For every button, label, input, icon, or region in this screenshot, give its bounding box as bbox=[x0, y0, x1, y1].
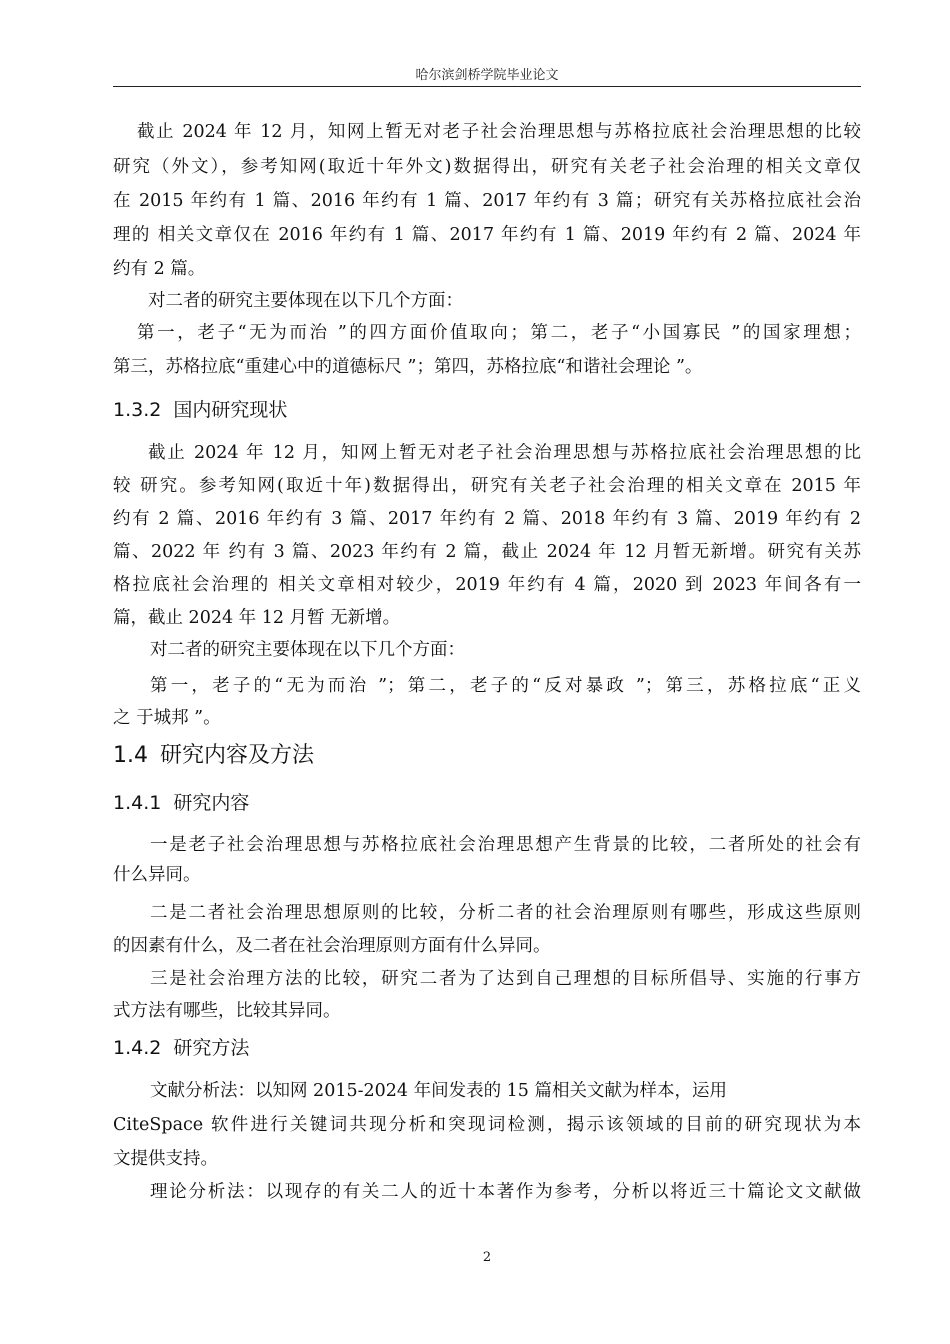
paragraph-line: CiteSpace 软件进行关键词共现分析和突现词检测，揭示该领域的目前的研究现状为本 bbox=[113, 1115, 861, 1135]
paragraph-line: 对二者的研究主要体现在以下几个方面： bbox=[148, 291, 463, 311]
paragraph-line: 理论分析法：以现存的有关二人的近十本著作为参考，分析以将近三十篇论文文献做 bbox=[150, 1182, 861, 1202]
paragraph-line: 一是老子社会治理思想与苏格拉底社会治理思想产生背景的比较，二者所处的社会有 bbox=[150, 835, 861, 855]
paragraph-line: 截止 2024 年 12 月，知网上暂无对老子社会治理思想与苏格拉底社会治理思想的比 bbox=[148, 443, 861, 463]
paragraph-line: 三是社会治理方法的比较，研究二者为了达到自己理想的目标所倡导、实施的行事方 bbox=[150, 969, 861, 989]
paragraph-line: 二是二者社会治理思想原则的比较，分析二者的社会治理原则有哪些，形成这些原则 bbox=[150, 903, 861, 923]
paragraph-line: 格拉底社会治理的 相关文章相对较少，2019 年约有 4 篇，2020 到 2023 年间各有一 bbox=[113, 575, 861, 595]
paragraph-line: 文献分析法：以知网 2015-2024 年间发表的 15 篇相关文献为样本，运用 bbox=[150, 1081, 728, 1101]
paragraph-line: 之 于城邦 ”。 bbox=[113, 708, 221, 728]
section-title: 国内研究现状 bbox=[173, 399, 288, 421]
header-divider bbox=[113, 86, 861, 87]
paragraph-line: 较 研究。参考知网(取近十年)数据得出，研究有关老子社会治理的相关文章在 2015 年 bbox=[113, 476, 861, 496]
paragraph-line: 文提供支持。 bbox=[113, 1149, 218, 1169]
section-heading-1-3-2 bbox=[113, 398, 287, 422]
paragraph-line: 的因素有什么，及二者在社会治理原则方面有什么异同。 bbox=[113, 936, 551, 956]
paragraph-line: 第三，苏格拉底“重建心中的道德标尺 ”；第四，苏格拉底“和谐社会理论 ”。 bbox=[113, 357, 703, 377]
paragraph-line: 什么异同。 bbox=[113, 865, 201, 885]
section-number: 1.4.1 bbox=[113, 792, 162, 814]
paragraph-line: 研究（外文），参考知网(取近十年外文)数据得出，研究有关老子社会治理的相关文章仅 bbox=[113, 157, 861, 177]
paragraph-line: 第一，老子“无为而治 ”的四方面价值取向；第二，老子“小国寡民 ”的国家理想； bbox=[137, 323, 861, 343]
section-number: 1.4.2 bbox=[113, 1037, 162, 1059]
section-title: 研究内容及方法 bbox=[160, 743, 315, 768]
section-title: 研究内容 bbox=[173, 792, 250, 814]
paragraph-line: 篇，截止 2024 年 12 月暂 无新增。 bbox=[113, 608, 401, 628]
paragraph-line: 理的 相关文章仅在 2016 年约有 1 篇、2017 年约有 1 篇、2019 年约有 2 篇、2024 年 bbox=[113, 225, 861, 245]
paragraph-line: 篇、2022 年 约有 3 篇、2023 年约有 2 篇，截止 2024 年 12 月暂无新增。研究有关苏 bbox=[113, 542, 861, 562]
paragraph-line: 对二者的研究主要体现在以下几个方面： bbox=[150, 640, 465, 660]
paragraph-line: 第一，老子的“无为而治 ”；第二，老子的“反对暴政 ”；第三，苏格拉底“正义 bbox=[150, 676, 861, 696]
section-number: 1.4 bbox=[113, 743, 148, 768]
paragraph-line: 约有 2 篇、2016 年约有 3 篇、2017 年约有 2 篇、2018 年约有 3 篇、2019 年约有 2 bbox=[113, 509, 861, 529]
section-heading-1-4-2 bbox=[113, 1036, 249, 1060]
paragraph-line: 截止 2024 年 12 月，知网上暂无对老子社会治理思想与苏格拉底社会治理思想的比较 bbox=[137, 122, 861, 142]
section-heading-1-4-1 bbox=[113, 791, 249, 815]
page-number: 2 bbox=[482, 1250, 492, 1265]
section-number: 1.3.2 bbox=[113, 399, 162, 421]
running-header: 哈尔滨剑桥学院毕业论文 bbox=[415, 68, 559, 83]
paragraph-line: 在 2015 年约有 1 篇、2016 年约有 1 篇、2017 年约有 3 篇；研究有关苏格拉底社会治 bbox=[113, 191, 861, 211]
section-title: 研究方法 bbox=[173, 1037, 250, 1059]
paragraph-line: 约有 2 篇。 bbox=[113, 259, 206, 279]
section-heading-1-4 bbox=[113, 742, 314, 770]
paragraph-line: 式方法有哪些，比较其异同。 bbox=[113, 1001, 341, 1021]
